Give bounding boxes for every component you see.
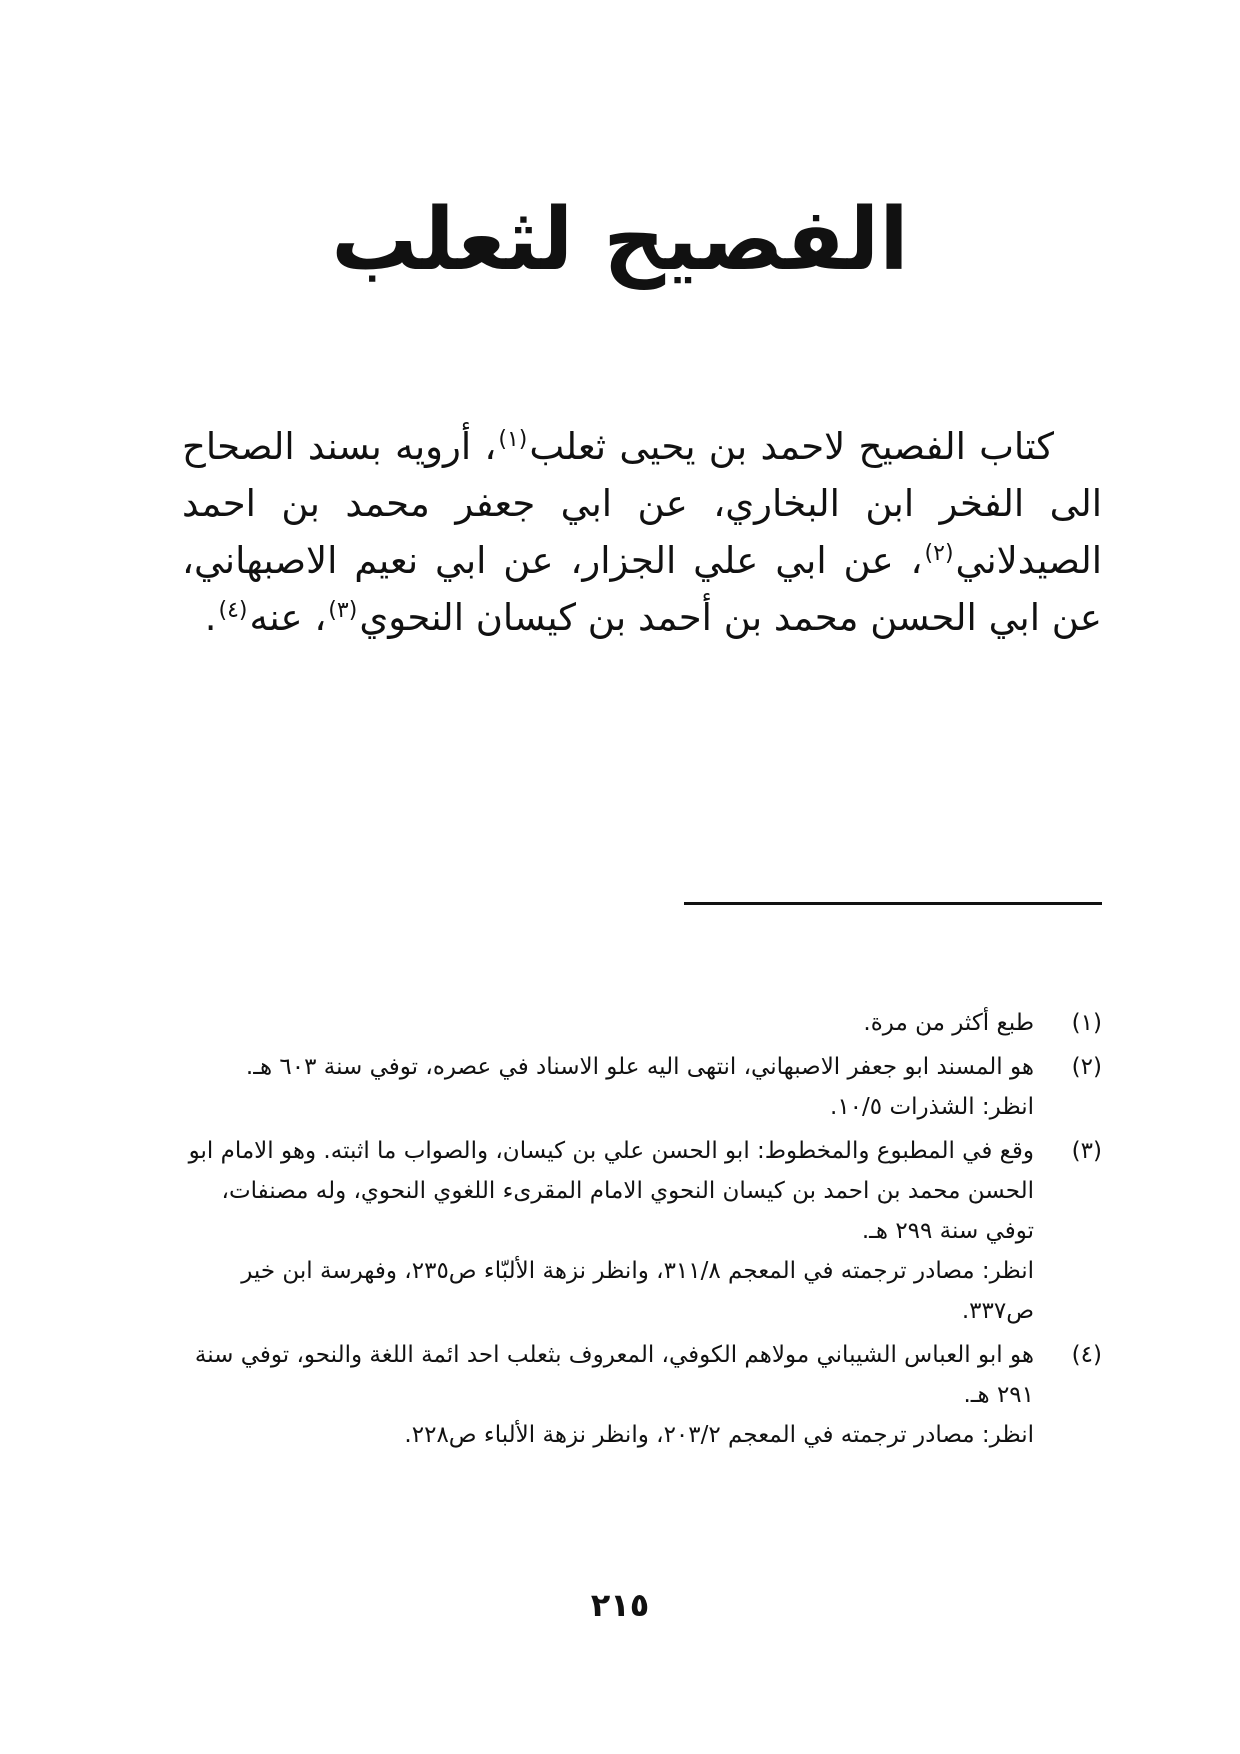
footnote-reference: انظر: الشذرات ١٠/٥. <box>830 1094 1034 1120</box>
footnote-marker-4: (٤) <box>218 597 248 623</box>
footnote-marker-2: (٢) <box>924 540 954 566</box>
page-title: الفصيح لثعلب <box>331 190 909 290</box>
paragraph-text-c: ، عن ابي علي الجزار، عن ابي نعيم الاصبهاني، عن ابي الحسن محمد بن أحمد بن كيسان النحوي <box>182 539 1102 639</box>
footnote-text: طبع أكثر من مرة. <box>863 1010 1034 1036</box>
footnote-text: هو ابو العباس الشيباني مولاهم الكوفي، المعروف بثعلب احد ائمة اللغة والنحو، توفي سنة ٢٩١ هـ. <box>194 1342 1034 1408</box>
footnote-number: (١) <box>1071 1010 1102 1036</box>
footnote-marker-1: (١) <box>498 426 528 452</box>
footnote-text: هو المسند ابو جعفر الاصبهاني، انتهى اليه علو الاسناد في عصره، توفي سنة ٦٠٣ هـ. <box>245 1054 1034 1080</box>
paragraph-text-d: ، عنه <box>249 596 327 639</box>
footnote-3 <box>182 1131 1102 1331</box>
footnote-4 <box>182 1335 1102 1455</box>
footnote-number: (٢) <box>1071 1054 1102 1080</box>
footnote-2 <box>182 1047 1102 1127</box>
footnote-marker-3: (٣) <box>328 597 358 623</box>
footnote-number: (٤) <box>1071 1342 1102 1368</box>
paragraph-text-e: . <box>204 596 217 639</box>
footnote-number: (٣) <box>1071 1138 1102 1164</box>
footnote-reference: انظر: مصادر ترجمته في المعجم ٢٠٣/٢، وانظر نزهة الألباء ص٢٢٨. <box>404 1422 1034 1448</box>
footnote-1 <box>182 1003 1102 1043</box>
main-paragraph <box>182 418 1102 646</box>
paragraph-1 <box>182 418 1102 646</box>
paragraph-text-a: كتاب الفصيح لاحمد بن يحيى ثعلب <box>529 425 1054 468</box>
footnote-text: وقع في المطبوع والمخطوط: ابو الحسن علي بن كيسان، والصواب ما اثبته. وهو الامام ابو الحسن محمد بن احمد بن كيسان النحوي الامام المقرىء اللغوي النحوي، وله مصنفات، توفي سنة ٢٩٩ هـ. <box>188 1138 1034 1244</box>
footnotes-section <box>182 1003 1102 1459</box>
footnote-separator <box>684 902 1102 905</box>
footnote-reference: انظر: مصادر ترجمته في المعجم ٣١١/٨، وانظر نزهة الألبّاء ص٢٣٥، وفهرسة ابن خير ص٣٣٧. <box>241 1258 1034 1324</box>
page-number: ٢١٥ <box>590 1586 650 1624</box>
paragraph-text-b: ، أرويه بسند الصحاح الى الفخر ابن البخاري، عن ابي جعفر محمد بن احمد الصيدلاني <box>182 425 1102 582</box>
